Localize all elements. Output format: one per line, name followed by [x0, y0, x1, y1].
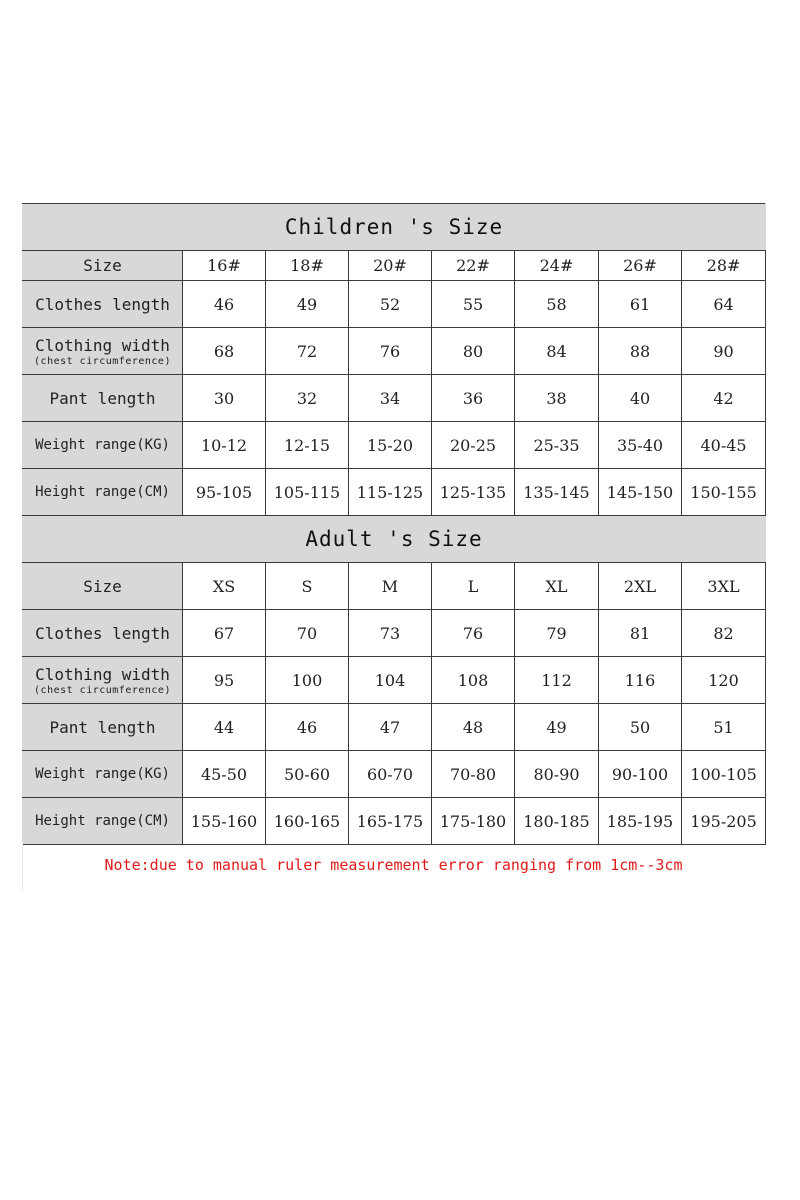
- table-cell: 70: [266, 610, 349, 657]
- table-cell: 116: [599, 657, 682, 704]
- size-label: Size: [23, 563, 183, 610]
- table-cell: 120: [682, 657, 766, 704]
- table-cell: 12-15: [266, 422, 349, 469]
- table-cell: 160-165: [266, 798, 349, 845]
- table-row: [23, 798, 766, 845]
- size-header-cell: M: [349, 563, 432, 610]
- table-cell: 50-60: [266, 751, 349, 798]
- adult-size-header-row: [23, 563, 766, 610]
- size-header-cell: 18#: [266, 251, 349, 281]
- table-cell: 52: [349, 281, 432, 328]
- table-row: [23, 422, 766, 469]
- size-header-cell: 20#: [349, 251, 432, 281]
- table-cell: 68: [183, 328, 266, 375]
- row-label: [23, 657, 183, 704]
- table-cell: 40: [599, 375, 682, 422]
- table-row: [23, 751, 766, 798]
- size-header-cell: 16#: [183, 251, 266, 281]
- table-cell: 61: [599, 281, 682, 328]
- size-header-cell: XS: [183, 563, 266, 610]
- table-row: [23, 704, 766, 751]
- row-label-text: Pant length: [49, 388, 156, 408]
- table-cell: 80-90: [515, 751, 599, 798]
- table-cell: 46: [183, 281, 266, 328]
- table-cell: 38: [515, 375, 599, 422]
- table-row: [23, 469, 766, 516]
- row-label-text: Pant length: [49, 717, 156, 737]
- table-cell: 82: [682, 610, 766, 657]
- table-cell: 185-195: [599, 798, 682, 845]
- table-row: [23, 610, 766, 657]
- row-label: [23, 751, 183, 798]
- children-size-header-row: [23, 251, 766, 281]
- row-sublabel-text: (chest circumference): [34, 684, 171, 696]
- children-size-title-row: [23, 204, 766, 251]
- size-chart-table: [22, 203, 766, 845]
- adult-size-title-row: [23, 516, 766, 563]
- row-label-text: Height range(CM): [35, 813, 170, 829]
- table-row: [23, 375, 766, 422]
- table-cell: 80: [432, 328, 515, 375]
- size-header-cell: 22#: [432, 251, 515, 281]
- row-label-text: Clothes length: [35, 294, 170, 314]
- row-label: [23, 328, 183, 375]
- table-cell: 44: [183, 704, 266, 751]
- row-label: [23, 798, 183, 845]
- table-cell: 20-25: [432, 422, 515, 469]
- size-header-cell: 28#: [682, 251, 766, 281]
- table-cell: 73: [349, 610, 432, 657]
- table-cell: 35-40: [599, 422, 682, 469]
- table-cell: 175-180: [432, 798, 515, 845]
- table-cell: 10-12: [183, 422, 266, 469]
- table-cell: 125-135: [432, 469, 515, 516]
- table-cell: 50: [599, 704, 682, 751]
- size-chart: [22, 203, 765, 845]
- table-cell: 32: [266, 375, 349, 422]
- table-cell: 195-205: [682, 798, 766, 845]
- table-cell: 36: [432, 375, 515, 422]
- row-label-text: Weight range(KG): [35, 437, 170, 453]
- table-cell: 76: [349, 328, 432, 375]
- table-cell: 88: [599, 328, 682, 375]
- table-cell: 46: [266, 704, 349, 751]
- table-cell: 155-160: [183, 798, 266, 845]
- table-cell: 150-155: [682, 469, 766, 516]
- table-cell: 135-145: [515, 469, 599, 516]
- table-cell: 115-125: [349, 469, 432, 516]
- table-cell: 108: [432, 657, 515, 704]
- table-cell: 90-100: [599, 751, 682, 798]
- table-cell: 48: [432, 704, 515, 751]
- row-label: [23, 375, 183, 422]
- size-header-cell: XL: [515, 563, 599, 610]
- table-cell: 49: [266, 281, 349, 328]
- size-header-cell: 2XL: [599, 563, 682, 610]
- table-cell: 84: [515, 328, 599, 375]
- table-row: [23, 657, 766, 704]
- size-header-cell: L: [432, 563, 515, 610]
- size-header-cell: 24#: [515, 251, 599, 281]
- table-cell: 105-115: [266, 469, 349, 516]
- row-label-text: Clothing width: [35, 664, 170, 684]
- table-cell: 72: [266, 328, 349, 375]
- table-cell: 58: [515, 281, 599, 328]
- row-label-text: Weight range(KG): [35, 766, 170, 782]
- table-cell: 60-70: [349, 751, 432, 798]
- table-cell: 112: [515, 657, 599, 704]
- table-cell: 76: [432, 610, 515, 657]
- table-cell: 165-175: [349, 798, 432, 845]
- table-cell: 90: [682, 328, 766, 375]
- table-cell: 49: [515, 704, 599, 751]
- row-label: [23, 610, 183, 657]
- children-size-title: Children 's Size: [23, 204, 766, 251]
- table-cell: 180-185: [515, 798, 599, 845]
- table-cell: 95: [183, 657, 266, 704]
- row-sublabel-text: (chest circumference): [34, 355, 171, 367]
- table-cell: 55: [432, 281, 515, 328]
- table-cell: 15-20: [349, 422, 432, 469]
- size-header-cell: S: [266, 563, 349, 610]
- size-label: Size: [23, 251, 183, 281]
- size-header-cell: 26#: [599, 251, 682, 281]
- row-label-text: Clothes length: [35, 623, 170, 643]
- table-cell: 30: [183, 375, 266, 422]
- row-label: [23, 422, 183, 469]
- table-row: [23, 328, 766, 375]
- row-label-text: Clothing width: [35, 335, 170, 355]
- size-header-cell: 3XL: [682, 563, 766, 610]
- row-label-text: Height range(CM): [35, 484, 170, 500]
- table-row: [23, 281, 766, 328]
- table-cell: 70-80: [432, 751, 515, 798]
- table-cell: 100-105: [682, 751, 766, 798]
- table-cell: 145-150: [599, 469, 682, 516]
- row-label: [23, 704, 183, 751]
- table-cell: 25-35: [515, 422, 599, 469]
- size-chart-body: [23, 204, 766, 845]
- table-cell: 100: [266, 657, 349, 704]
- table-cell: 40-45: [682, 422, 766, 469]
- table-cell: 45-50: [183, 751, 266, 798]
- table-cell: 79: [515, 610, 599, 657]
- table-cell: 67: [183, 610, 266, 657]
- table-cell: 51: [682, 704, 766, 751]
- measurement-note: Note:due to manual ruler measurement error ranging from 1cm--3cm: [104, 856, 683, 874]
- table-cell: 95-105: [183, 469, 266, 516]
- row-label: [23, 281, 183, 328]
- row-label: [23, 469, 183, 516]
- table-cell: 34: [349, 375, 432, 422]
- table-cell: 47: [349, 704, 432, 751]
- table-cell: 42: [682, 375, 766, 422]
- table-cell: 64: [682, 281, 766, 328]
- table-cell: 104: [349, 657, 432, 704]
- adult-size-title: Adult 's Size: [23, 516, 766, 563]
- table-cell: 81: [599, 610, 682, 657]
